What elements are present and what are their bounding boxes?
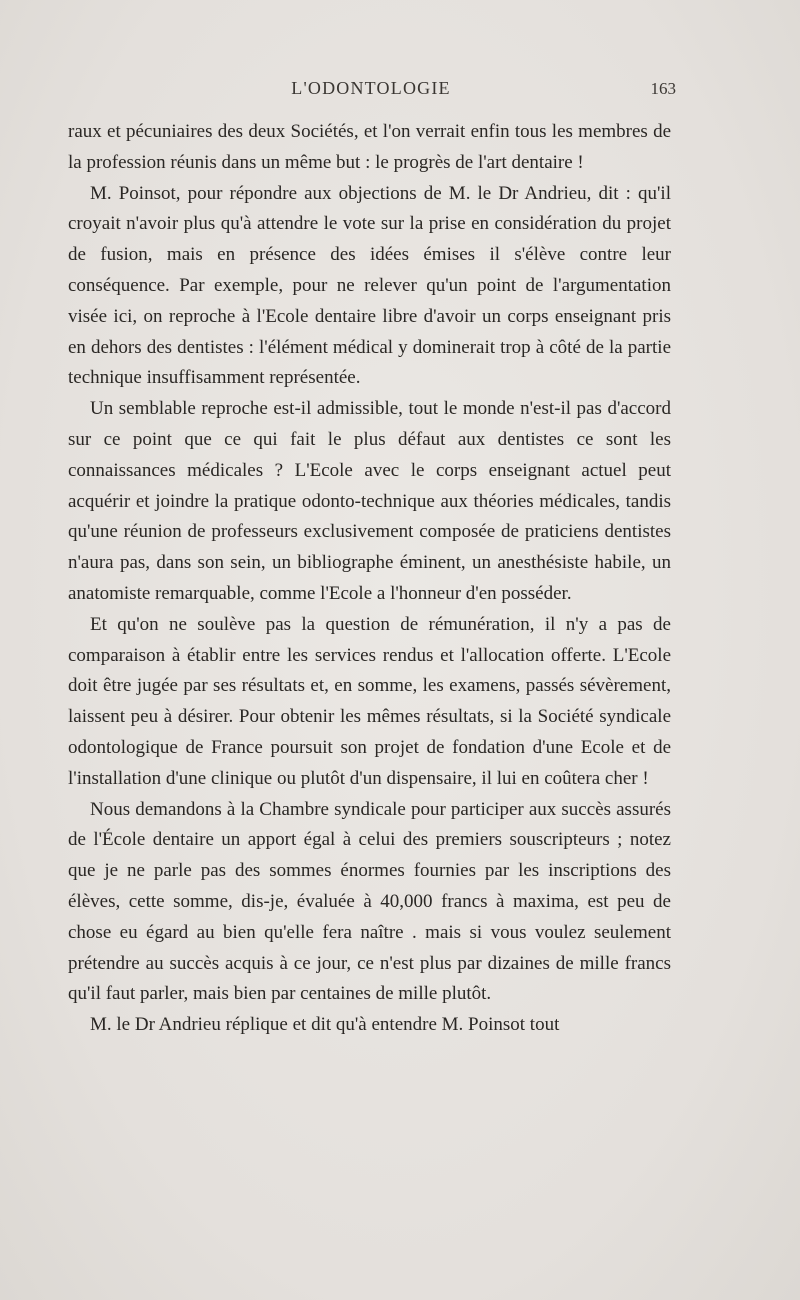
paragraph-chambre-syndicale: Nous demandons à la Chambre syndicale pour participer aux succès assurés de l'École dentaire un apport égal à celui des premiers souscripteurs ; notez que je ne parle pas des sommes énormes fournies par les inscriptions des élèves, cette somme, dis-je, évaluée à 40,000 francs à maxima, est peu de chose eu égard au bien qu'elle fera naître . mais si vous voulez seulement prétendre au succès acquis à ce jour, ce n'est plus par dizaines de mille francs qu'il faut parler, mais bien par centaines de mille plutôt. (68, 798, 671, 1005)
paragraph-andrieu-reply: M. le Dr Andrieu réplique et dit qu'à entendre M. Poinsot tout (90, 1014, 560, 1036)
body-text (68, 117, 671, 1041)
paragraph-poinsot-reply: M. Poinsot, pour répondre aux objections de M. le Dr Andrieu, dit : qu'il croyait n'avoir plus qu'à attendre le vote sur la prise en considération du projet de fusion, mais en présence des idées émises il s'élève contre leur conséquence. Par exemple, pour ne relever qu'un point de l'argumentation visée ici, on reproche à l'Ecole dentaire libre d'avoir un corps enseignant pris en dehors des dentistes : l'élément médical y dominerait trop à côté de la partie technique insuffisamment représentée. (68, 182, 671, 389)
paragraph-reproach: Un semblable reproche est-il admissible, tout le monde n'est-il pas d'accord sur ce point que ce qui fait le plus défaut aux dentistes ce sont les connaissances médicales ? L'Ecole avec le corps enseignant actuel peut acquérir et joindre la pratique odonto-technique aux théories médicales, tandis qu'une réunion de professeurs exclusivement composée de praticiens dentistes n'aura pas, dans son sein, un bibliographe éminent, un anesthésiste habile, un anatomiste remarquable, comme l'Ecole a l'honneur d'en posséder. (68, 398, 671, 604)
paragraph-continuation: raux et pécuniaires des deux Sociétés, et l'on verrait enfin tous les membres de la profession réunis dans un même but : le progrès de l'art dentaire ! (68, 121, 671, 173)
page-number: 163 (650, 79, 676, 98)
paragraph-remuneration: Et qu'on ne soulève pas la question de rémunération, il n'y a pas de comparaison à établir entre les services rendus et l'allocation offerte. L'Ecole doit être jugée par ses résultats et, en somme, les examens, passés sévèrement, laissent peu à désirer. Pour obtenir les mêmes résultats, si la Société syndicale odontologique de France poursuit son projet de fondation d'une Ecole et de l'installation d'une clinique ou plutôt d'un dispensaire, il lui en coûtera cher ! (68, 613, 671, 789)
journal-title: L'ODONTOLOGIE (291, 78, 451, 98)
running-header (66, 78, 676, 102)
